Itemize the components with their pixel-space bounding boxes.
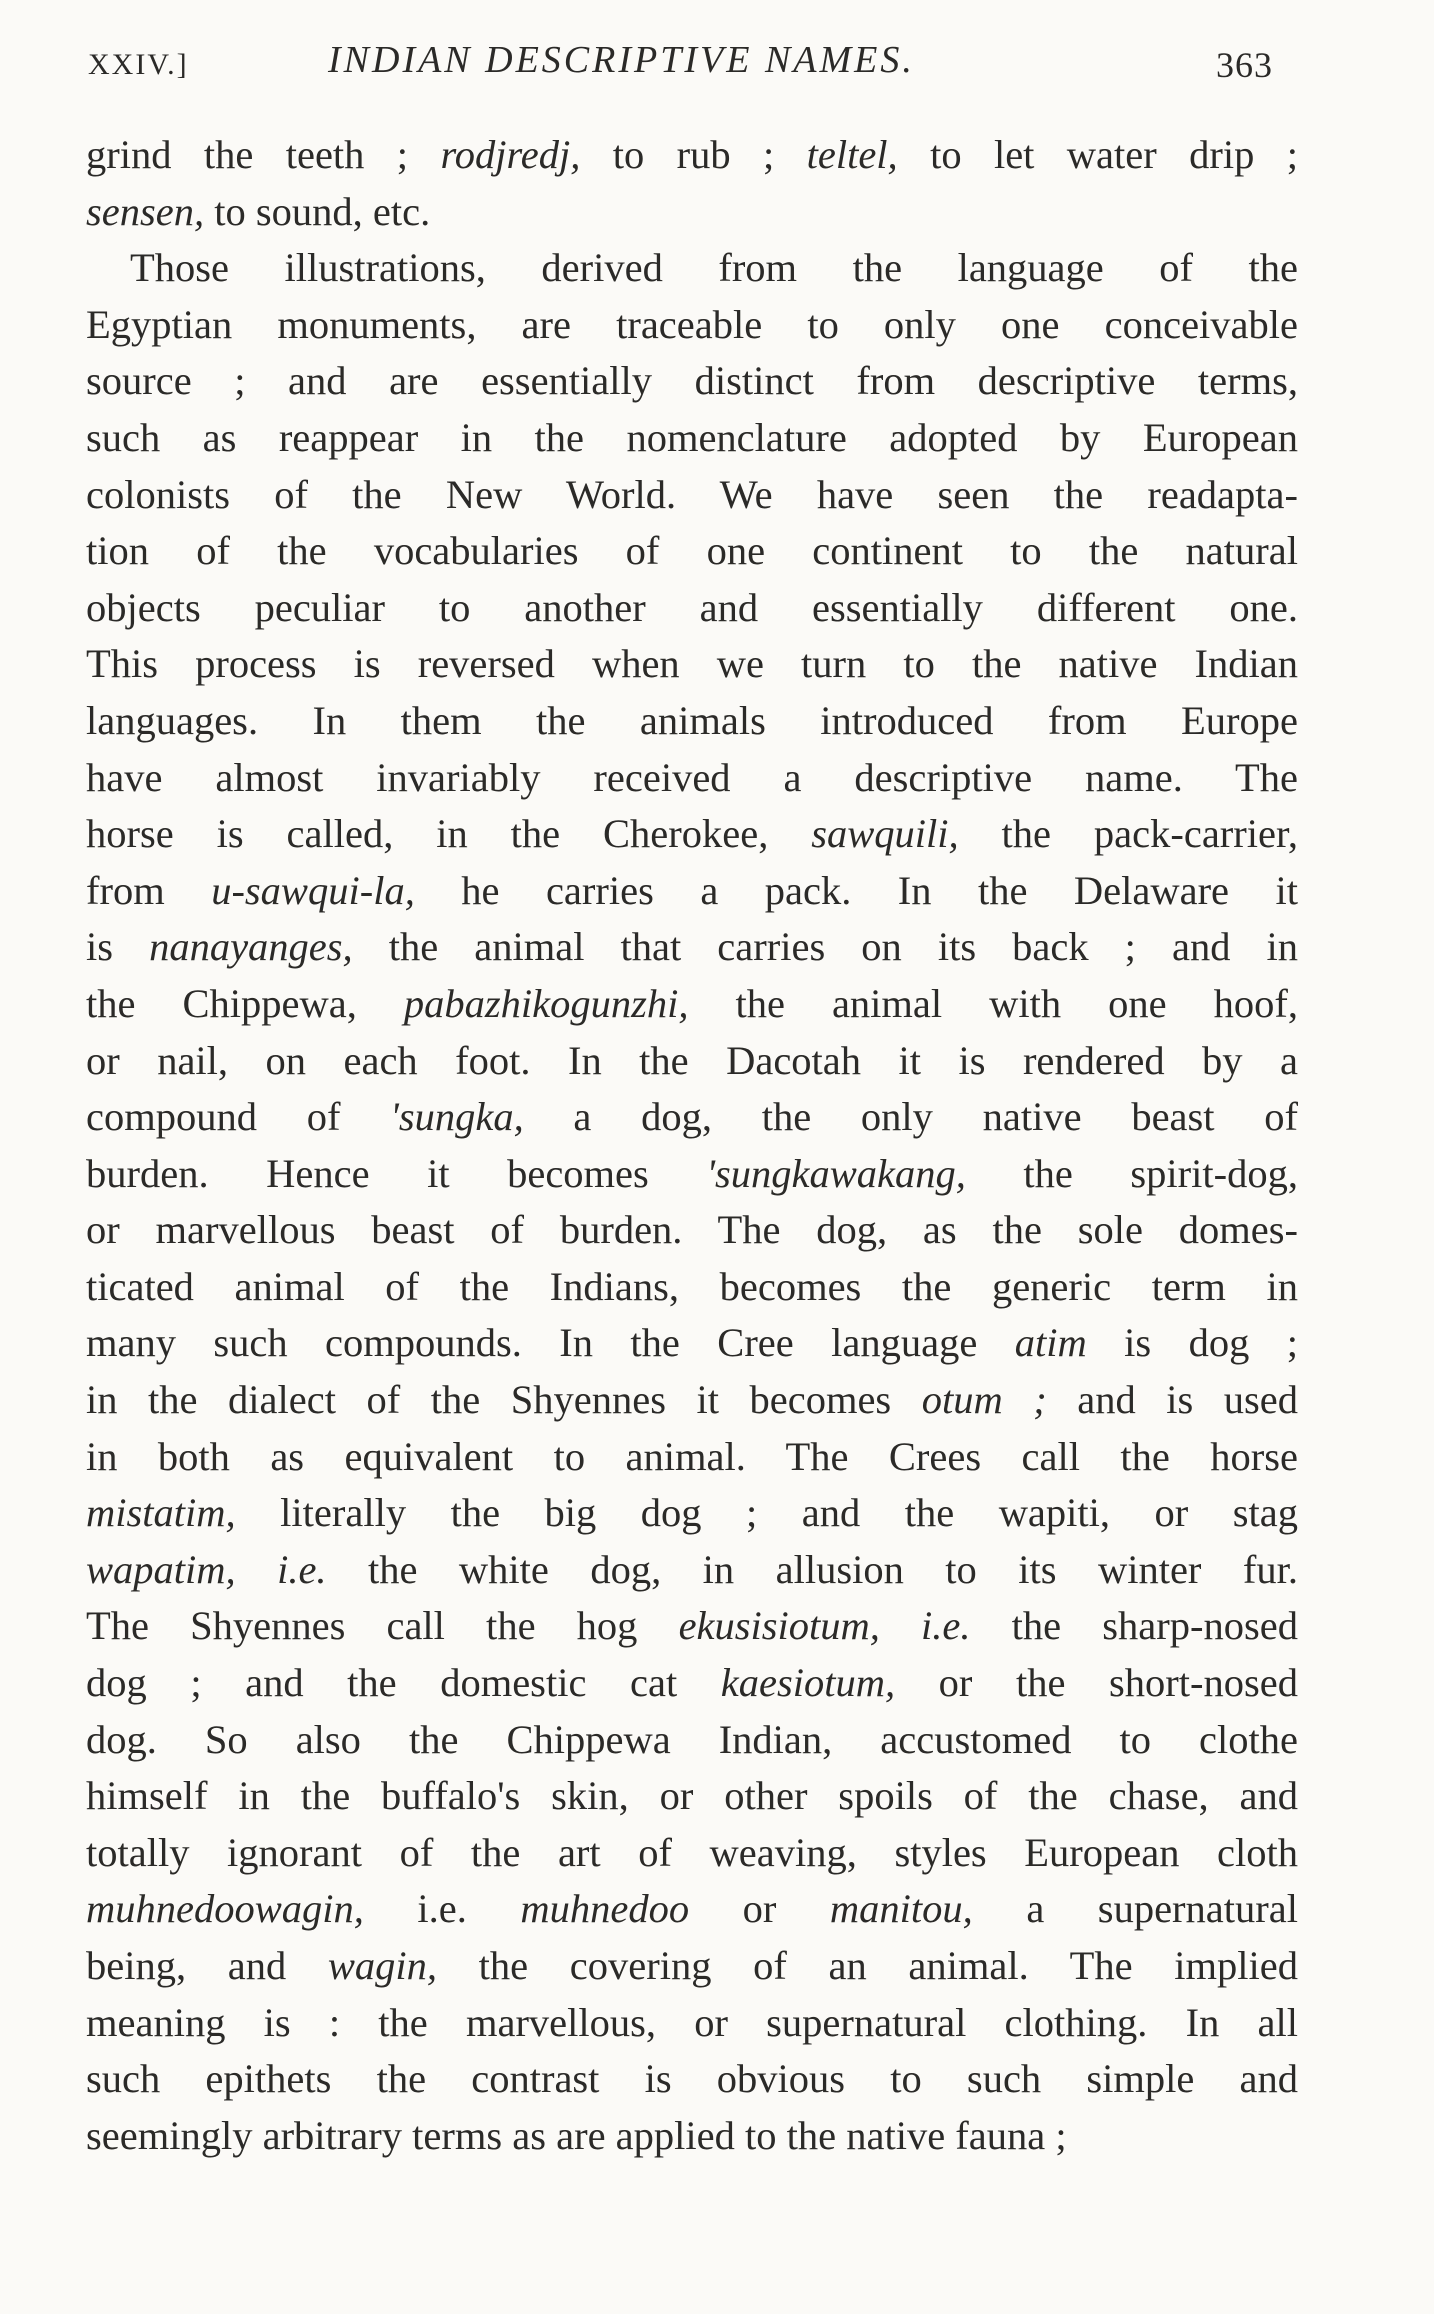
text-run: Those illustrations, derived from the language of the xyxy=(130,245,1298,291)
text-run: Egyptian monuments, are traceable to only one conceivable xyxy=(86,301,1298,347)
text-run: the covering of an animal. The implied xyxy=(437,1943,1298,1988)
text-run: languages. In them the animals introduced from Europe xyxy=(86,697,1298,743)
italic-term: atim xyxy=(1014,1320,1087,1366)
text-line xyxy=(86,240,1298,297)
italic-term: teltel, xyxy=(806,132,898,177)
text-run: horse is called, in the Cherokee, xyxy=(86,811,812,857)
text-line xyxy=(86,1146,1298,1203)
text-line xyxy=(86,410,1298,467)
text-line xyxy=(86,467,1298,524)
text-run: to let water drip ; xyxy=(897,132,1298,177)
text-run: the pack-carrier, xyxy=(958,811,1299,857)
text-line xyxy=(86,1485,1298,1542)
text-run: he carries a pack. In the Delaware it xyxy=(414,867,1298,913)
text-line xyxy=(86,1542,1298,1599)
text-line xyxy=(86,1598,1298,1655)
text-run: dog ; and the domestic cat xyxy=(86,1660,721,1706)
text-line xyxy=(86,297,1298,354)
italic-term: rodjredj, xyxy=(440,132,581,177)
text-line xyxy=(86,1995,1298,2052)
italic-term: muhnedoowagin, xyxy=(86,1886,364,1932)
italic-term: wapatim, i.e. xyxy=(86,1546,327,1592)
text-run: such as reappear in the nomenclature adopted by European xyxy=(86,414,1298,460)
text-run: the white dog, in allusion to its winter fur. xyxy=(326,1546,1298,1592)
italic-term: nanayanges, xyxy=(149,924,353,970)
text-run: is xyxy=(86,924,150,970)
text-run: dog. So also the Chippewa Indian, accustomed to clothe xyxy=(86,1716,1298,1762)
text-line xyxy=(86,2051,1298,2108)
text-run: the Chippewa, xyxy=(86,980,404,1026)
text-run: the sharp-nosed xyxy=(970,1603,1298,1649)
text-run: is dog ; xyxy=(1086,1320,1298,1366)
text-line xyxy=(86,2108,1298,2165)
page-number: 363 xyxy=(1216,45,1273,85)
text-line xyxy=(86,863,1298,920)
italic-term: otum ; xyxy=(921,1377,1047,1423)
text-line xyxy=(86,976,1298,1033)
text-run: the animal that carries on its back ; and in xyxy=(352,924,1299,970)
text-line xyxy=(86,1768,1298,1825)
text-run: The Shyennes call the hog xyxy=(86,1603,679,1649)
text-line xyxy=(86,1655,1298,1712)
running-head xyxy=(88,38,1288,98)
text-run: compound of xyxy=(86,1094,391,1140)
text-line xyxy=(86,1089,1298,1146)
text-run: to rub ; xyxy=(580,132,807,177)
text-line xyxy=(86,523,1298,580)
text-line xyxy=(86,919,1298,976)
paragraph xyxy=(86,127,1298,240)
text-line xyxy=(86,1202,1298,1259)
text-line xyxy=(86,1712,1298,1769)
chapter-marker: XXIV.] xyxy=(88,48,189,81)
text-run: from xyxy=(86,867,212,913)
text-line xyxy=(86,1429,1298,1486)
italic-term: ekusisiotum, i.e. xyxy=(678,1603,971,1649)
italic-term: manitou, xyxy=(829,1886,973,1932)
text-run: seemingly arbitrary terms as are applied to the native fauna ; xyxy=(86,2112,1067,2158)
text-run: tion of the vocabularies of one continent to the natural xyxy=(86,528,1298,574)
text-run: himself in the buffalo's skin, or other spoils of the chase, and xyxy=(86,1773,1298,1819)
text-line xyxy=(86,1825,1298,1882)
text-line xyxy=(86,1033,1298,1090)
text-run: in both as equivalent to animal. The Crees call the horse xyxy=(86,1433,1298,1479)
italic-term: 'sungka, xyxy=(390,1094,524,1140)
text-run: being, and xyxy=(86,1943,328,1988)
paragraph xyxy=(86,240,1298,2164)
text-run: totally ignorant of the art of weaving, styles European cloth xyxy=(86,1829,1298,1875)
text-run: a dog, the only native beast of xyxy=(523,1094,1298,1140)
italic-term: pabazhikogunzhi, xyxy=(403,980,689,1026)
text-run: or nail, on each foot. In the Dacotah it is rendered by a xyxy=(86,1037,1298,1083)
text-run: burden. Hence it becomes xyxy=(86,1150,707,1196)
italic-term: wagin, xyxy=(327,1943,438,1988)
text-run: many such compounds. In the Cree language xyxy=(86,1320,1015,1366)
text-run: grind the teeth ; xyxy=(86,132,441,177)
text-line xyxy=(86,806,1298,863)
text-run: or marvellous beast of burden. The dog, as the sole domes- xyxy=(86,1207,1298,1253)
text-line xyxy=(86,353,1298,410)
italic-term: muhnedoo xyxy=(520,1886,690,1932)
text-line xyxy=(86,580,1298,637)
text-run: ticated animal of the Indians, becomes the generic term in xyxy=(86,1263,1298,1309)
text-run: objects peculiar to another and essentially different one. xyxy=(86,584,1298,630)
text-run: literally the big dog ; and the wapiti, or stag xyxy=(235,1490,1298,1536)
text-run: i.e. xyxy=(363,1886,521,1932)
text-line xyxy=(86,184,1298,241)
text-line xyxy=(86,693,1298,750)
text-run: or the short-nosed xyxy=(895,1660,1298,1706)
italic-term: mistatim, xyxy=(86,1490,236,1536)
text-run: source ; and are essentially distinct from descriptive terms, xyxy=(86,358,1298,404)
running-title: INDIAN DESCRIPTIVE NAMES. xyxy=(328,39,915,81)
body-text xyxy=(86,127,1298,2164)
text-line xyxy=(86,1938,1298,1995)
italic-term: u-sawqui-la, xyxy=(211,867,415,913)
text-run: colonists of the New World. We have seen the readapta- xyxy=(86,471,1298,517)
text-run: meaning is : the marvellous, or supernatural clothing. In all xyxy=(86,1999,1298,2045)
italic-term: 'sungkawakang, xyxy=(706,1150,966,1196)
text-line xyxy=(86,1881,1298,1938)
text-run: and is used xyxy=(1046,1377,1298,1423)
text-run: to sound, etc. xyxy=(204,188,431,234)
text-run: the spirit-dog, xyxy=(965,1150,1298,1196)
text-run: a supernatural xyxy=(972,1886,1298,1932)
text-line xyxy=(86,127,1298,184)
text-run: or xyxy=(689,1886,830,1932)
text-run: the animal with one hoof, xyxy=(688,980,1298,1026)
text-line xyxy=(86,1315,1298,1372)
text-run: This process is reversed when we turn to the native Indian xyxy=(86,641,1298,687)
text-run: in the dialect of the Shyennes it becomes xyxy=(86,1377,922,1423)
text-run: have almost invariably received a descriptive name. The xyxy=(86,754,1298,800)
text-line xyxy=(86,1259,1298,1316)
italic-term: kaesiotum, xyxy=(720,1660,896,1706)
text-line xyxy=(86,1372,1298,1429)
text-run: such epithets the contrast is obvious to such simple and xyxy=(86,2056,1298,2102)
italic-term: sensen, xyxy=(86,188,205,234)
text-line xyxy=(86,636,1298,693)
text-line xyxy=(86,750,1298,807)
italic-term: sawquili, xyxy=(811,811,959,857)
